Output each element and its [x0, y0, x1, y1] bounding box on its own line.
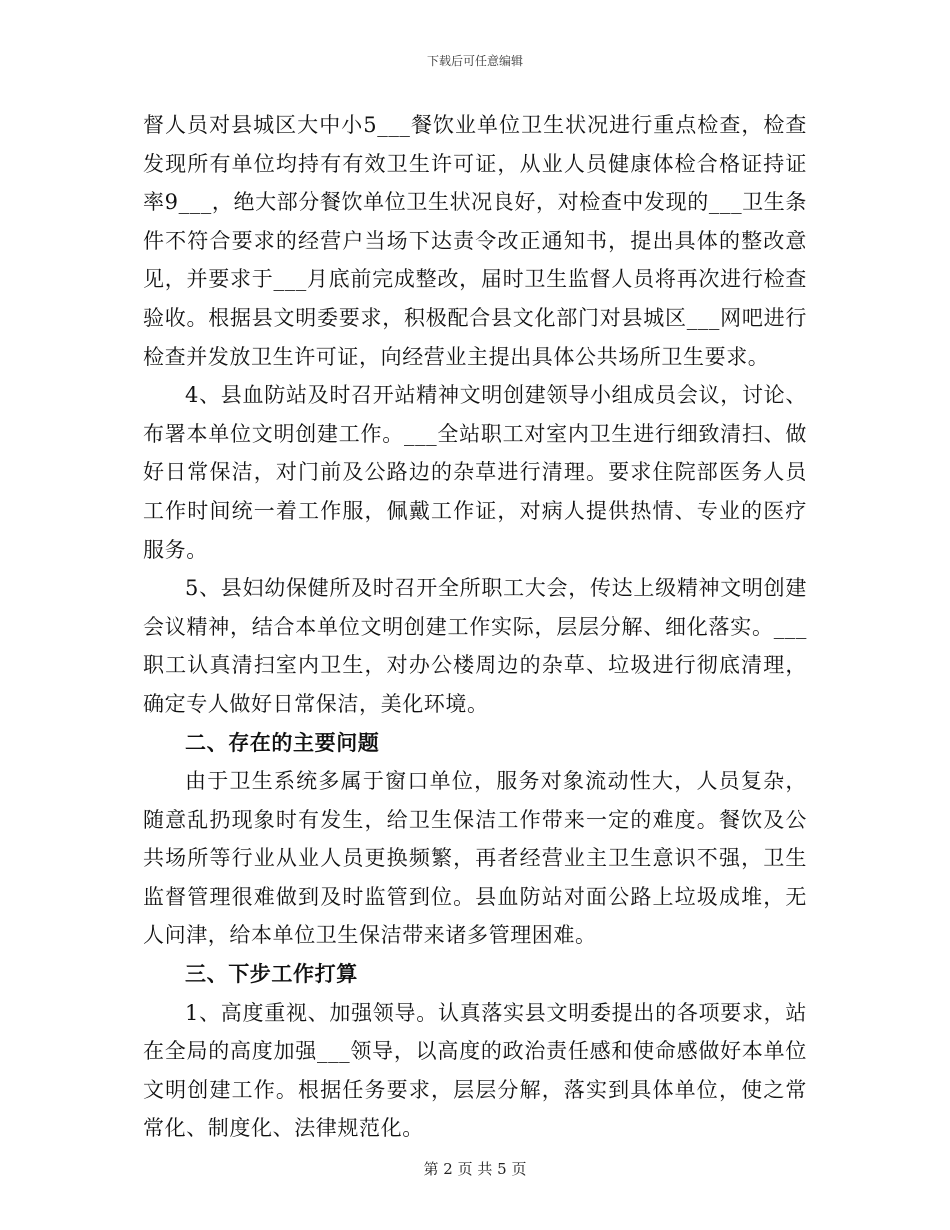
- header-note: 下载后可任意编辑: [426, 54, 523, 68]
- section-heading-next-steps: 三、下步工作打算: [185, 961, 358, 987]
- paragraph-problems: 由于卫生系统多属于窗口单位，服务对象流动性大，人员复杂，随意乱扔现象时有发生，给卫生保洁工作带来一定的难度。餐饮及公共场所等行业从业人员更换频繁，再者经营业主卫生意识不强，卫生监督管理很难做到及时监管到位。县血防站对面公路上垃圾成堆，无人问津，给本单位卫生保洁带来诸多管理困难。: [143, 769, 807, 948]
- paragraph-continuation: 督人员对县城区大中小5___餐饮业单位卫生状况进行重点检查，检查发现所有单位均持有有效卫生许可证，从业人员健康体检合格证持证率9___，绝大部分餐饮单位卫生状况良好，对检查中发现的___卫生条件不符合要求的经营户当场下达责令改正通知书，提出具体的整改意见，并要求于___月底前完成整改，届时卫生监督人员将再次进行检查验收。根据县文明委要求，积极配合县文化部门对县城区___网吧进行检查并发放卫生许可证，向经营业主提出具体公共场所卫生要求。: [143, 113, 807, 369]
- section-heading-problems: 二、存在的主要问题: [185, 729, 380, 755]
- paragraph-next-step-1: 1、高度重视、加强领导。认真落实县文明委提出的各项要求，站在全局的高度加强___领导，以高度的政治责任感和使命感做好本单位文明创建工作。根据任务要求，层层分解，落实到具体单位，使之常常化、制度化、法律规范化。: [143, 1000, 807, 1141]
- paragraph-item-5: 5、县妇幼保健所及时召开全所职工大会，传达上级精神文明创建会议精神，结合本单位文明创建工作实际，层层分解、细化落实。___职工认真清扫室内卫生，对办公楼周边的杂草、垃圾进行彻底清理，确定专人做好日常保洁，美化环境。: [143, 576, 807, 716]
- paragraph-item-4: 4、县血防站及时召开站精神文明创建领导小组成员会议，讨论、布署本单位文明创建工作。___全站职工对室内卫生进行细致清扫、做好日常保洁，对门前及公路边的杂草进行清理。要求住院部医务人员工作时间统一着工作服，佩戴工作证，对病人提供热情、专业的医疗服务。: [143, 383, 807, 562]
- page-indicator: 第 2 页 共 5 页: [423, 1160, 527, 1178]
- document-body: [143, 106, 807, 1148]
